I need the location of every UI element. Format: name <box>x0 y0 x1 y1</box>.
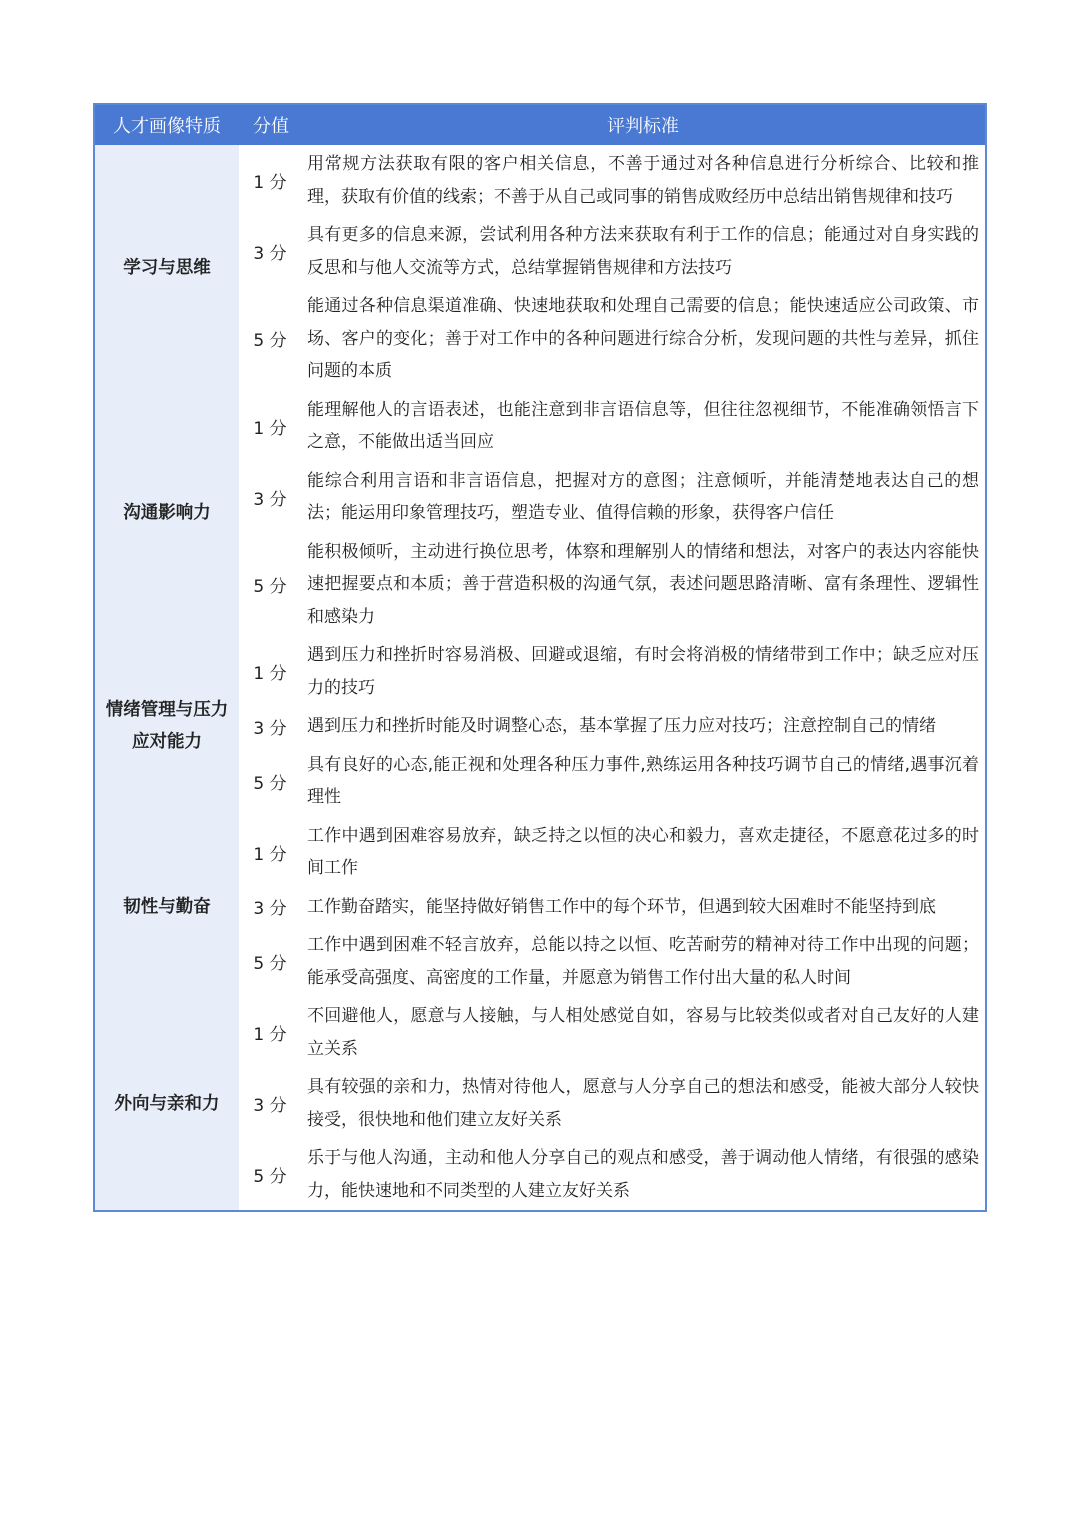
trait-extroversion-affinity: 外向与亲和力 <box>95 997 239 1210</box>
table-header-row <box>95 105 985 145</box>
table-row <box>95 145 985 216</box>
criteria-cell: 用常规方法获取有限的客户相关信息，不善于通过对各种信息进行分析综合、比较和推理，获取有价值的线索；不善于从自己或同事的销售成败经历中总结出销售规律和技巧 <box>307 154 979 207</box>
criteria-cell: 不回避他人，愿意与人接触，与人相处感觉自如，容易与比较类似或者对自己友好的人建立关系 <box>307 1006 979 1059</box>
trait-learning-thinking: 学习与思维 <box>95 145 239 391</box>
table-row <box>95 636 985 707</box>
talent-profile-table-container <box>93 103 987 1212</box>
score-cell: 3 分 <box>253 489 287 510</box>
score-cell: 1 分 <box>253 844 287 865</box>
score-cell: 1 分 <box>253 173 287 193</box>
trait-resilience-diligence: 韧性与勤奋 <box>95 817 239 998</box>
header-trait: 人才画像特质 <box>95 105 239 145</box>
score-cell: 3 分 <box>253 244 287 264</box>
criteria-cell: 遇到压力和挫折时容易消极、回避或退缩，有时会将消极的情绪带到工作中；缺乏应对压力的技巧 <box>307 645 979 698</box>
talent-profile-table <box>95 105 985 1210</box>
score-cell: 3 分 <box>253 899 287 920</box>
criteria-cell: 乐于与他人沟通，主动和他人分享自己的观点和感受，善于调动他人情绪，有很强的感染力，能快速地和不同类型的人建立友好关系 <box>307 1148 979 1201</box>
score-cell: 3 分 <box>253 1096 287 1116</box>
trait-emotion-stress <box>95 636 239 817</box>
criteria-cell: 能通过各种信息渠道准确、快速地获取和处理自己需要的信息；能快速适应公司政策、市场、客户的变化；善于对工作中的各种问题进行综合分析，发现问题的共性与差异，抓住问题的本质 <box>307 296 979 381</box>
score-cell: 3 分 <box>253 718 287 739</box>
criteria-cell: 工作中遇到困难容易放弃，缺乏持之以恒的决心和毅力，喜欢走捷径，不愿意花过多的时间工作 <box>307 825 979 878</box>
score-cell: 5 分 <box>253 331 287 352</box>
score-cell: 5 分 <box>253 954 287 974</box>
table-row <box>95 997 985 1068</box>
criteria-cell: 具有较强的亲和力，热情对待他人，愿意与人分享自己的想法和感受，能被大部分人较快接受，很快地和他们建立友好关系 <box>307 1077 979 1130</box>
score-cell: 5 分 <box>253 1167 287 1187</box>
score-cell: 5 分 <box>253 773 287 794</box>
criteria-cell: 能积极倾听，主动进行换位思考，体察和理解别人的情绪和想法，对客户的表达内容能快速把握要点和本质；善于营造积极的沟通气氛，表述问题思路清晰、富有条理性、逻辑性和感染力 <box>307 541 979 627</box>
criteria-cell: 能综合利用言语和非言语信息，把握对方的意图；注意倾听，并能清楚地表达自己的想法；能运用印象管理技巧，塑造专业、值得信赖的形象，获得客户信任 <box>307 470 979 523</box>
score-cell: 1 分 <box>253 1025 287 1045</box>
trait-name-line1: 情绪管理与压力 <box>105 700 229 721</box>
trait-name-line2: 应对能力 <box>132 732 202 753</box>
header-criteria: 评判标准 <box>301 105 985 145</box>
criteria-cell: 遇到压力和挫折时能及时调整心态，基本掌握了压力应对技巧；注意控制自己的情绪 <box>307 716 936 736</box>
criteria-cell: 具有更多的信息来源，尝试利用各种方法来获取有利于工作的信息；能通过对自身实践的反思和与他人交流等方式，总结掌握销售规律和方法技巧 <box>307 225 979 278</box>
table-row <box>95 817 985 888</box>
criteria-cell: 具有良好的心态,能正视和处理各种压力事件,熟练运用各种技巧调节自己的情绪,遇事沉着理性 <box>307 754 979 807</box>
score-cell: 1 分 <box>253 664 287 684</box>
criteria-cell: 工作中遇到困难不轻言放弃，总能以持之以恒、吃苦耐劳的精神对待工作中出现的问题；能承受高强度、高密度的工作量，并愿意为销售工作付出大量的私人时间 <box>307 935 979 988</box>
header-score: 分值 <box>239 105 301 145</box>
score-cell: 1 分 <box>253 418 287 439</box>
score-cell: 5 分 <box>253 576 287 597</box>
criteria-cell: 工作勤奋踏实，能坚持做好销售工作中的每个环节，但遇到较大困难时不能坚持到底 <box>307 896 936 917</box>
table-row <box>95 391 985 462</box>
trait-communication: 沟通影响力 <box>95 391 239 637</box>
criteria-cell: 能理解他人的言语表述，也能注意到非言语信息等，但往往忽视细节，不能准确领悟言下之意，不能做出适当回应 <box>307 399 979 452</box>
